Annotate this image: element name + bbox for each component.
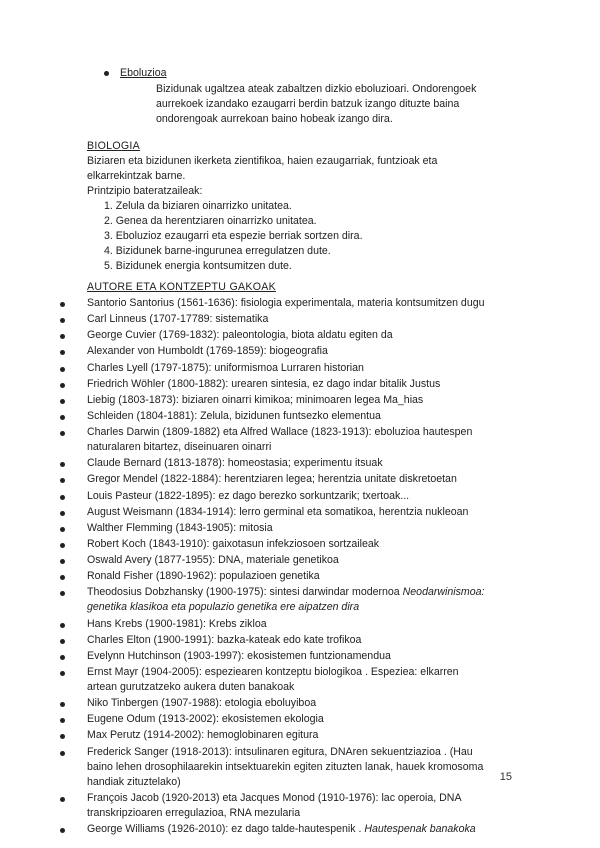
author-italic-text: Hautespenak banakoka: [364, 822, 476, 835]
principles-list: [104, 199, 507, 274]
author-text: Walther Flemming (1843-1905): mitosia: [87, 521, 273, 534]
principle-item: 5. Bizidunek energia kontsumitzen dute.: [104, 260, 292, 272]
bullet-icon: [60, 511, 65, 516]
author-text: Friedrich Wöhler (1800-1882): urearen sintesia, ez dago indar bitalik Justus: [87, 377, 441, 390]
author-text: George Williams (1926-2010): ez dago talde-hautespenik .: [87, 822, 365, 835]
bullet-icon: [60, 639, 65, 644]
bullet-icon: [60, 367, 65, 372]
author-text: transkripzioaren erregulazioa, RNA mezularia: [87, 806, 301, 819]
author-text: Charles Darwin (1809-1882) eta Alfred Wallace (1823-1913): eboluzioa hautespen: [87, 426, 473, 439]
bullet-icon: [60, 623, 65, 628]
evolution-line: aurrekoek izandako ezaugarri berdin batzuk izango dituzte baina: [156, 98, 460, 110]
evolution-bullet-item: [104, 66, 524, 81]
author-text: baino lehen drosophilaarekin intsektuarekin egiten zituzten lanak, hauek kromosoma: [87, 760, 484, 773]
bullet-icon: [60, 302, 65, 307]
author-list-item: [58, 409, 528, 424]
author-list-item: [58, 361, 528, 376]
bullet-icon: [60, 462, 65, 467]
author-list-item: [58, 393, 528, 408]
principle-item: 1. Zelula da biziaren oinarrizko unitatea.: [104, 200, 292, 212]
author-list-item: [58, 505, 528, 520]
bullet-icon: [60, 478, 65, 483]
bullet-icon: [60, 718, 65, 723]
principle-item: 4. Bizidunek barne-ingurunea erregulatzen dute.: [104, 245, 331, 257]
author-list-item: [58, 633, 528, 648]
author-text: Eugene Odum (1913-2002): ekosistemen ekologia: [87, 713, 324, 726]
evolution-title: Eboluzioa: [120, 67, 167, 79]
bullet-icon: [60, 671, 65, 676]
author-list-item: [58, 425, 528, 455]
author-italic-text: genetika klasikoa eta populazio genetika ere aipatzen dira: [87, 601, 360, 614]
author-list-item: [58, 537, 528, 552]
author-list-item: [58, 822, 528, 837]
author-text: Ronald Fisher (1890-1962): populazioen genetika: [87, 570, 320, 583]
author-text: Theodosius Dobzhansky (1900-1975): sintesi darwindar modernoa: [87, 586, 403, 599]
bullet-icon: [60, 527, 65, 532]
author-list-item: [58, 328, 528, 343]
biology-line: Biziaren eta bizidunen ikerketa zientifikoa, haien ezaugarriak, funtzioak eta: [87, 155, 438, 167]
evolution-section: [104, 66, 524, 127]
author-text: Alexander von Humboldt (1769-1859): biogeografia: [87, 345, 328, 358]
evolution-line: ondorengoak aurrekoan baino hobeak izango dira.: [156, 113, 393, 125]
author-text: artean gurutzatzeko aukera duten banakoak: [87, 680, 295, 693]
author-list-item: [58, 296, 528, 311]
bullet-icon: [60, 543, 65, 548]
author-text: Ernst Mayr (1904-2005): espeziearen kontzeptu biologikoa . Espeziea: elkarren: [87, 665, 459, 678]
principle-item: 3. Eboluzioz ezaugarri eta espezie berriak sortzen dira.: [104, 230, 363, 242]
bullet-icon: [104, 71, 109, 76]
bullet-icon: [60, 575, 65, 580]
author-text: Claude Bernard (1813-1878): homeostasia; experimentu itsuak: [87, 457, 383, 470]
biology-heading: BIOLOGIA: [87, 140, 141, 152]
author-italic-text: Neodarwinismoa:: [402, 586, 485, 599]
evolution-line: Bizidunak ugaltzea ateak zabaltzen dizkio eboluzioari. Ondorengoek: [156, 83, 477, 95]
bullet-icon: [60, 559, 65, 564]
author-list-item: [58, 377, 528, 392]
author-list-item: [58, 728, 528, 743]
author-list-item: [58, 553, 528, 568]
bullet-icon: [60, 591, 65, 596]
author-text: Oswald Avery (1877-1955): DNA, materiale genetikoa: [87, 554, 339, 567]
author-text: Hans Krebs (1900-1981): Krebs zikloa: [87, 617, 267, 630]
authors-list: [58, 296, 528, 837]
bullet-icon: [60, 383, 65, 388]
author-text: George Cuvier (1769-1832): paleontologia, biota aldatu egiten da: [87, 329, 393, 342]
evolution-paragraph: [156, 82, 524, 127]
author-text: Max Perutz (1914-2002): hemoglobinaren egitura: [87, 729, 319, 742]
bullet-icon: [60, 655, 65, 660]
author-text: Evelynn Hutchinson (1903-1997): ekosistemen funtzionamendua: [87, 649, 391, 662]
author-text: Gregor Mendel (1822-1884): herentziaren legea; herentzia unitate diskretoetan: [87, 473, 457, 486]
author-text: naturalaren bitartez, diseinuaren oinarri: [87, 441, 272, 454]
authors-section: [58, 280, 528, 838]
bullet-icon: [60, 399, 65, 404]
bullet-icon: [60, 431, 65, 436]
author-text: François Jacob (1920-2013) eta Jacques Monod (1910-1976): lac operoia, DNA: [87, 791, 462, 804]
bullet-icon: [60, 702, 65, 707]
author-text: Santorio Santorius (1561-1636): fisiologia experimentala, materia kontsumitzen dugu: [87, 297, 485, 309]
biology-section: [87, 139, 507, 274]
author-list-item: [58, 521, 528, 536]
author-list-item: [58, 665, 528, 695]
author-list-item: [58, 489, 528, 504]
principle-item: 2. Genea da herentziaren oinarrizko unitatea.: [104, 215, 317, 227]
author-list-item: [58, 456, 528, 471]
author-text: Niko Tinbergen (1907-1988): etologia eboluyiboa: [87, 697, 317, 710]
author-list-item: [58, 585, 528, 615]
author-text: Charles Elton (1900-1991): bazka-kateak edo kate trofikoa: [87, 633, 362, 646]
author-text: handiak zituztelako): [87, 775, 181, 788]
author-text: Charles Lyell (1797-1875): uniformismoa Lurraren historian: [87, 361, 364, 374]
biology-line: elkarrekintzak barne.: [87, 170, 186, 182]
author-list-item: [58, 649, 528, 664]
bullet-icon: [60, 350, 65, 355]
bullet-icon: [60, 495, 65, 500]
bullet-icon: [60, 318, 65, 323]
author-text: Liebig (1803-1873): biziaren oinarri kimikoa; minimoaren legea Ma_hias: [87, 393, 424, 406]
author-list-item: [58, 791, 528, 821]
author-list-item: [58, 472, 528, 487]
author-list-item: [58, 712, 528, 727]
author-text: Robert Koch (1843-1910): gaixotasun infekziosoen sortzaileak: [87, 537, 380, 550]
author-list-item: [58, 696, 528, 711]
page-number: 15: [499, 771, 512, 783]
author-text: Carl Linneus (1707-17789: sistematika: [87, 313, 269, 326]
principles-label: Printzipio bateratzaileak:: [87, 185, 203, 197]
bullet-icon: [60, 415, 65, 420]
author-text: Schleiden (1804-1881): Zelula, bizidunen funtsezko elementua: [87, 409, 381, 422]
authors-heading: AUTORE ETA KONTZEPTU GAKOAK: [87, 281, 277, 293]
author-text: Louis Pasteur (1822-1895): ez dago berezko sorkuntzarik; txertoak...: [87, 489, 410, 502]
bullet-icon: [60, 734, 65, 739]
author-list-item: [58, 617, 528, 632]
author-text: August Weismann (1834-1914): lerro germinal eta somatikoa, herentzia nukleoan: [87, 505, 469, 518]
author-list-item: [58, 312, 528, 327]
bullet-icon: [60, 828, 65, 833]
bullet-icon: [60, 334, 65, 339]
author-text: Frederick Sanger (1918-2013): intsulinaren egitura, DNAren sekuentziazioa . (Hau: [87, 745, 473, 758]
author-list-item: [58, 569, 528, 584]
author-list-item: [58, 745, 528, 790]
bullet-icon: [60, 751, 65, 756]
bullet-icon: [60, 797, 65, 802]
author-list-item: [58, 344, 528, 359]
